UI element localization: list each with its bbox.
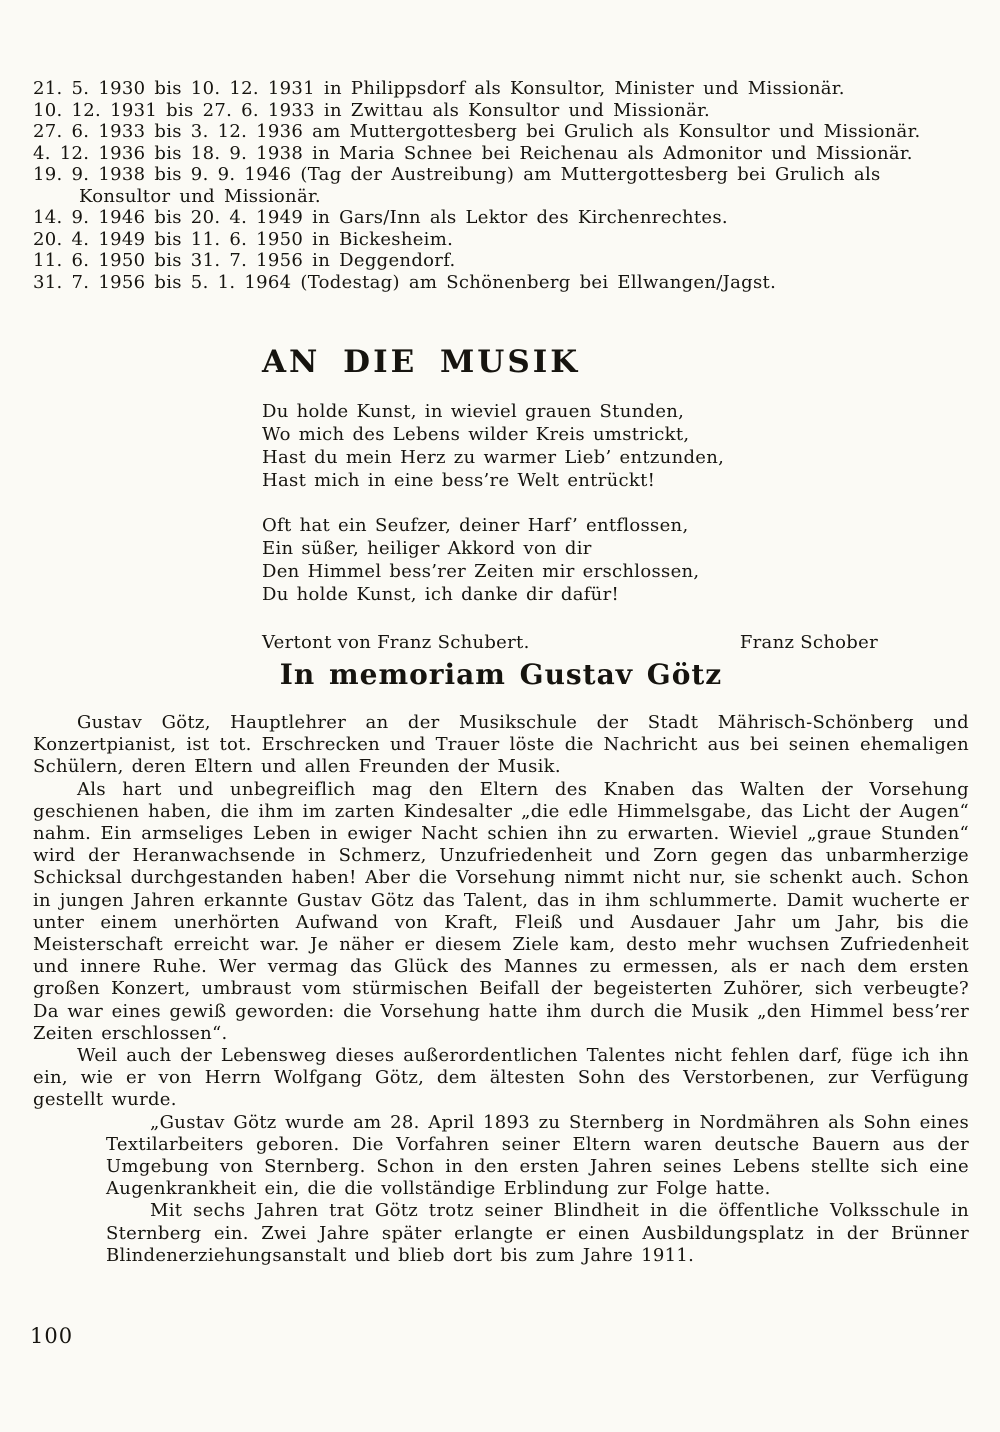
article-quote-paragraph: Mit sechs Jahren trat Götz trotz seiner Blindheit in die öffentliche Volksschule in Sternberg ein. Zwei Jahre später erlangte er einen Ausbildungsplatz in der Brünner Blindenerziehungsanstalt und blieb dort bis zum Jahre 1911. [106,1200,969,1266]
poem-line: Du holde Kunst, in wieviel grauen Stunden, [262,401,685,422]
article-paragraph: Gustav Götz, Hauptlehrer an der Musikschule der Stadt Mährisch-Schönberg und Konzertpianist, ist tot. Erschrecken und Trauer löste die Nachricht aus bei seinen ehemaligen Schülern, deren Eltern und allen Freunden der Musik. [33,712,969,778]
article-section [33,658,969,1267]
poem-section [262,344,882,653]
poem-composer-credit: Vertont von Franz Schubert. [262,632,530,653]
timeline-entry: 27. 6. 1933 bis 3. 12. 1936 am Muttergottesberg bei Grulich als Konsultor und Missionär. [33,121,921,142]
poem-title: AN DIE MUSIK [262,344,581,380]
timeline-entry: 10. 12. 1931 bis 27. 6. 1933 in Zwittau als Konsultor und Missionär. [33,99,711,121]
poem-stanza-2 [262,514,882,606]
article-quote-paragraph: „Gustav Götz wurde am 28. April 1893 zu Sternberg in Nordmähren als Sohn eines Textilarbeiters geboren. Die Vorfahren seiner Eltern waren deutsche Bauern aus der Umgebung von Sternberg. Schon in den ersten Jahren seines Lebens stellte sich eine Augenkrankheit ein, die die vollständige Erblindung zur Folge hatte. [106,1111,969,1200]
timeline-entry: 11. 6. 1950 bis 31. 7. 1956 in Deggendorf. [33,250,456,271]
timeline-entry: 21. 5. 1930 bis 10. 12. 1931 in Philippsdorf als Konsultor, Minister und Missionär. [33,78,845,99]
poem-line: Hast du mein Herz zu warmer Lieb’ entzunden, [262,447,725,468]
timeline-entry: 14. 9. 1946 bis 20. 4. 1949 in Gars/Inn als Lektor des Kirchenrechtes. [33,207,728,228]
poem-line: Du holde Kunst, ich danke dir dafür! [262,584,620,605]
poem-line: Oft hat ein Seufzer, deiner Harf’ entflossen, [262,515,689,536]
article-paragraph: Als hart und unbegreiflich mag den Eltern des Knaben das Walten der Vorsehung geschienen haben, die ihm im zarten Kindesalter „die edle Himmelsgabe, das Licht der Augen“ nahm. Ein armseliges Leben in ewiger Nacht schien ihn zu erwarten. Wieviel „graue Stunden“ wird der Heranwachsende in Schmerz, Unzufriedenheit und Zorn gegen das unbarmherzige Schicksal durchgestanden haben! Aber die Vorsehung nimmt nicht nur, sie schenkt auch. Schon in jungen Jahren erkannte Gustav Götz das Talent, das in ihm schlummerte. Damit wucherte er unter einem unerhörten Aufwand von Kraft, Fleiß und Ausdauer Jahr um Jahr, bis die Meisterschaft erreicht war. Je näher er diesem Ziele kam, desto mehr wuchsen Zufriedenheit und innere Ruhe. Wer vermag das Glück des Mannes zu ermessen, als er nach dem ersten großen Konzert, umbraust vom stürmischen Beifall der begeisterten Zuhörer, sich verbeugte? Da war eines gewiß geworden: die Vorsehung hatte ihm durch die Musik „den Himmel bess’rer Zeiten erschlossen“. [33,778,969,1044]
poem-line: Wo mich des Lebens wilder Kreis umstrickt, [262,424,690,445]
poem-credit-row [262,632,878,653]
poem-line: Den Himmel bess’rer Zeiten mir erschlossen, [262,561,700,582]
article-title: In memoriam Gustav Götz [279,658,723,691]
poem-line: Hast mich in eine bess’re Welt entrückt! [262,470,656,491]
page-number: 100 [30,1324,74,1348]
poem-line: Ein süßer, heiliger Akkord von dir [262,538,592,559]
poem-author: Franz Schober [739,632,878,653]
timeline-entry: 31. 7. 1956 bis 5. 1. 1964 (Todestag) am Schönenberg bei Ellwangen/Jagst. [33,271,777,293]
timeline-entry: 20. 4. 1949 bis 11. 6. 1950 in Bickesheim. [33,228,454,250]
article-paragraph: Weil auch der Lebensweg dieses außerordentlichen Talentes nicht fehlen darf, füge ich ihn ein, wie er von Herrn Wolfgang Götz, dem ältesten Sohn des Verstorbenen, zur Verfügung gestellt wurde. [33,1045,969,1111]
timeline-entry: 19. 9. 1938 bis 9. 9. 1946 (Tag der Austreibung) am Muttergottesberg bei Grulich als Konsultor und Missionär. [33,164,881,207]
biography-timeline [33,78,978,293]
poem-stanza-1 [262,400,882,492]
timeline-entry: 4. 12. 1936 bis 18. 9. 1938 in Maria Schnee bei Reichenau als Admonitor und Missionär. [33,142,913,164]
